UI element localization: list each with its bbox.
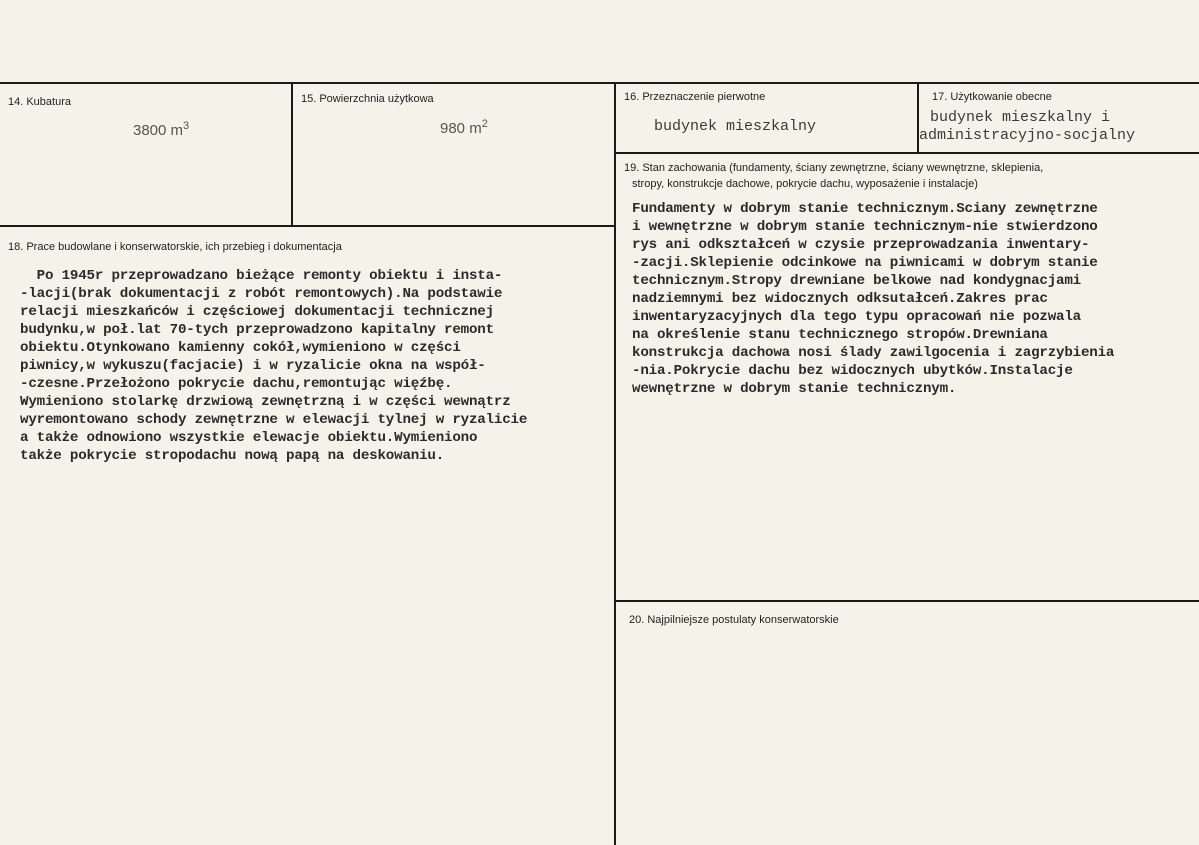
prace-line: obiektu.Otynkowano kamienny cokół,wymieniono w części xyxy=(20,340,461,356)
powierzchnia-number: 980 m xyxy=(440,120,482,137)
przeznaczenie-label: 16. Przeznaczenie pierwotne xyxy=(624,91,766,103)
stan-line: -nia.Pokrycie dachu bez widocznych ubytków.Instalacje xyxy=(632,363,1073,379)
powierzchnia-exponent: 2 xyxy=(481,118,488,130)
powierzchnia-value xyxy=(440,118,488,137)
stan-line: rys ani odkształceń w czysie przeprowadzania inwentary- xyxy=(632,237,1090,253)
prace-line: relacji mieszkańców i częściowej dokumentacji technicznej xyxy=(20,304,494,320)
stan-line: Fundamenty w dobrym stanie technicznym.Sciany zewnętrzne xyxy=(632,201,1098,217)
przeznaczenie-value: budynek mieszkalny xyxy=(654,118,817,135)
powierzchnia-label: 15. Powierzchnia użytkowa xyxy=(301,93,434,105)
stan-line: -zacji.Sklepienie odcinkowe na piwnicami w dobrym stanie xyxy=(632,255,1098,271)
stan-line: inwentaryzacyjnych dla tego typu opracowań nie pozwala xyxy=(632,309,1081,325)
uzytkowanie-value-line2: administracyjno-socjalny xyxy=(919,127,1136,144)
stan-line: nadziemnymi bez widocznych odksutałceń.Zakres prac xyxy=(632,291,1048,307)
section20-rule xyxy=(616,600,1199,602)
row1-rule-left xyxy=(0,225,616,227)
stan-zachowania-label-line2: stropy, konstrukcje dachowe, pokrycie dachu, wyposażenie i instalacje) xyxy=(632,178,978,190)
prace-line: Po 1945r przeprowadzano bieżące remonty obiektu i insta- xyxy=(20,268,503,284)
postulaty-label: 20. Najpilniejsze postulaty konserwatorskie xyxy=(629,614,839,626)
prace-text xyxy=(20,267,660,467)
prace-line: budynku,w poł.lat 70-tych przeprowadzono kapitalny remont xyxy=(20,322,494,338)
top-rule xyxy=(0,82,1199,84)
col-divider-1 xyxy=(291,82,293,226)
prace-label: 18. Prace budowlane i konserwatorskie, ich przebieg i dokumentacja xyxy=(8,241,342,253)
row1-rule-right xyxy=(616,152,1199,154)
prace-line: wyremontowano schody zewnętrzne w elewacji tylnej w ryzalicie xyxy=(20,412,528,428)
stan-line: wewnętrzne w dobrym stanie technicznym. xyxy=(632,381,957,397)
stan-line: technicznym.Stropy drewniane belkowe nad kondygnacjami xyxy=(632,273,1081,289)
prace-line: -czesne.Przełożono pokrycie dachu,remontując więźbę. xyxy=(20,376,453,392)
prace-line: -lacji(brak dokumentacji z robót remontowych).Na podstawie xyxy=(20,286,503,302)
kubatura-number: 3800 m xyxy=(133,122,184,139)
prace-line: Wymieniono stolarkę drzwiową zewnętrzną i w części wewnątrz xyxy=(20,394,511,410)
kubatura-label: 14. Kubatura xyxy=(8,96,71,108)
stan-zachowania-text xyxy=(632,200,1199,400)
prace-line: a także odnowiono wszystkie elewacje obiektu.Wymieniono xyxy=(20,430,478,446)
uzytkowanie-value-line1: budynek mieszkalny i xyxy=(930,109,1111,126)
stan-line: i wewnętrzne w dobrym stanie technicznym-nie stwierdzono xyxy=(632,219,1098,235)
prace-line: piwnicy,w wykuszu(facjacie) i w ryzalicie okna na współ- xyxy=(20,358,486,374)
stan-line: konstrukcja dachowa nosi ślady zawilgocenia i zagrzybienia xyxy=(632,345,1115,361)
stan-zachowania-label-line1: 19. Stan zachowania (fundamenty, ściany zewnętrzne, ściany wewnętrzne, sklepienia, xyxy=(624,162,1044,174)
kubatura-value xyxy=(133,120,189,139)
uzytkowanie-label: 17. Użytkowanie obecne xyxy=(932,91,1052,103)
prace-line: także pokrycie stropodachu nową papą na deskowaniu. xyxy=(20,448,445,464)
stan-line: na określenie stanu technicznego stropów.Drewniana xyxy=(632,327,1048,343)
kubatura-exponent: 3 xyxy=(183,120,190,132)
